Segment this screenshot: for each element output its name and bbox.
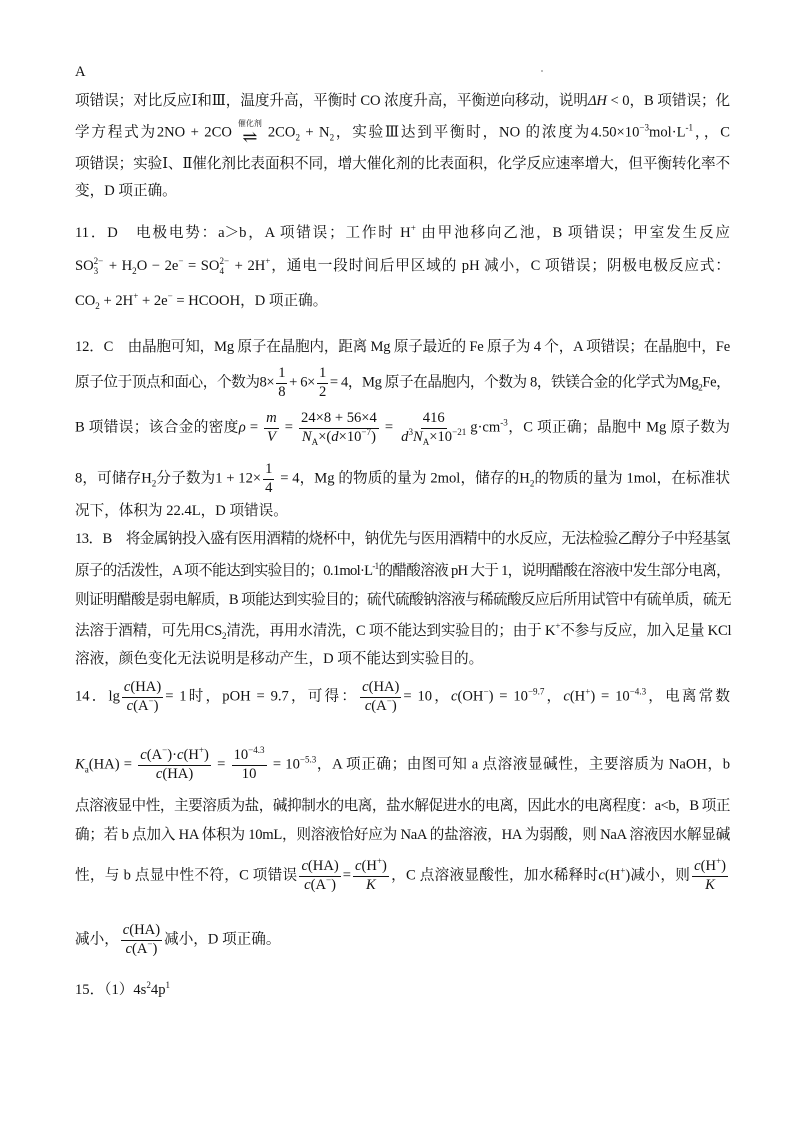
superscript: + <box>265 256 271 267</box>
text-run: = <box>212 756 230 773</box>
text-run: 学方程式为2NO + 2CO <box>75 124 232 141</box>
fraction-numerator <box>353 858 389 877</box>
superscript: −4.3 <box>629 686 647 697</box>
text-run: 1 <box>318 365 326 381</box>
fraction-numerator <box>138 747 211 766</box>
text-run: + 6× <box>289 374 315 391</box>
math-variable: d <box>401 428 409 445</box>
text-line <box>75 858 730 894</box>
text-run: 由甲池移向乙池，B 项错误；甲室发生反应 <box>415 225 730 241</box>
fraction <box>299 858 340 894</box>
fraction-denominator <box>124 938 160 959</box>
text-run: 确；若 b 点加入 HA 体积为 10mL，则溶液恰好应为 NaA 的盐溶液，HA 为弱酸，则 NaA 溶液因水解显碱 <box>75 827 730 843</box>
text-run: < 0，B 项错误；化 <box>606 93 730 109</box>
text-run: 不参与反应，加入足量 KCl <box>560 623 732 639</box>
superscript: −9.7 <box>527 686 545 697</box>
text-line <box>75 256 730 276</box>
fraction-numerator <box>421 410 447 429</box>
text-run: 11．D 电极电势：a＞b，A 项错误；工作时 H <box>75 225 411 241</box>
text-run: = <box>280 419 298 436</box>
fraction <box>353 858 389 894</box>
math-variable: K <box>366 876 376 893</box>
subscript: 3 <box>93 265 99 276</box>
superscript: + <box>198 745 204 756</box>
text-run: = HCOOH，D 项正确。 <box>172 293 328 309</box>
fraction-denominator <box>364 877 378 895</box>
text-line <box>75 561 730 581</box>
text-line <box>75 621 730 641</box>
fraction-numerator <box>317 365 328 384</box>
text-run: ，C 点溶液显酸性，加水稀释时 <box>390 867 599 884</box>
text-run: ) = 10 <box>590 688 630 705</box>
text-run: ) <box>203 747 209 763</box>
text-run: (A <box>146 747 163 763</box>
text-run: = 4，Mg 的物质的量为 2mol，储存的H <box>276 470 530 487</box>
text-line <box>75 223 730 243</box>
text-run: = 10， <box>403 688 452 705</box>
text-run: )减小，则 <box>625 867 691 884</box>
text-run: 416 <box>422 410 445 426</box>
math-variable: c <box>364 697 372 714</box>
text-line <box>75 922 730 958</box>
math-variable: K <box>705 876 715 893</box>
fraction-denominator <box>302 874 338 895</box>
text-run: 12．C 由晶胞可知，Mg 原子在晶胞内，距离 Mg 原子最近的 Fe 原子为 4 个，A 项错误；在晶胞中，Fe <box>75 339 730 355</box>
fraction <box>399 410 468 446</box>
fraction-numerator <box>122 679 163 698</box>
superscript: -3 <box>500 417 508 428</box>
text-line <box>75 796 730 816</box>
fraction <box>317 365 328 401</box>
superscript: -1 <box>372 561 379 572</box>
text-line <box>75 590 730 610</box>
fraction <box>232 747 267 783</box>
math-variable: c <box>140 747 147 763</box>
math-variable: d <box>331 428 339 445</box>
text-run: = <box>342 867 351 884</box>
text-run: ，C 项正确；晶胞中 Mg 原子数为 <box>507 419 730 436</box>
text-run: + 2e <box>138 293 168 309</box>
text-line <box>75 747 730 783</box>
fraction-denominator <box>363 695 399 716</box>
text-run: 4 <box>265 479 273 496</box>
text-run: 4p <box>150 982 166 998</box>
text-line <box>75 679 730 715</box>
text-run: 分子数为1 + 12× <box>156 470 262 487</box>
text-line <box>75 62 730 82</box>
fraction-numerator <box>299 858 340 877</box>
text-run: 13．B 将金属钠投入盛有医用酒精的烧杯中，钠优先与医用酒精中的水反应，无法检验乙醇分子中羟基氢 <box>75 531 730 547</box>
math-variable: c <box>301 858 308 874</box>
superscript: 2− <box>219 256 230 267</box>
text-run: 减小， <box>75 931 119 948</box>
catalyst-label: 催化剂 <box>237 119 262 128</box>
math-variable: c <box>304 876 311 893</box>
text-line <box>75 825 730 845</box>
superscript: + <box>555 621 561 632</box>
text-run: (H <box>569 688 586 705</box>
fraction <box>299 410 379 446</box>
superscript: − <box>147 938 153 949</box>
text-run: ) <box>391 697 397 714</box>
subscript: 2 <box>295 132 300 143</box>
superscript: 2− <box>93 256 104 267</box>
fraction-numerator <box>264 410 279 429</box>
subscript: A <box>422 436 430 447</box>
text-run: 原子的活泼性，A 项不能达到实验目的；0.1mol·L <box>75 563 373 579</box>
math-variable: c <box>125 940 132 957</box>
superscript: − <box>386 695 392 706</box>
text-run: 则证明醋酸是弱电解质，B 项能达到实验目的；硫代硫酸钠溶液与稀硫酸反应后所用试管中有硫单质，硫无 <box>75 592 731 608</box>
subscript: 2 <box>222 630 227 641</box>
subscript: 2 <box>95 300 100 311</box>
fraction <box>360 679 401 715</box>
superscript: − <box>178 256 184 267</box>
fraction-denominator <box>300 426 378 447</box>
text-line <box>75 410 730 446</box>
text-run: ) <box>153 697 159 714</box>
text-run: 的醋酸溶液 pH 大于 1，说明醋酸在溶液中发生部分电离， <box>378 563 731 579</box>
text-run: (HA) <box>162 765 194 782</box>
text-run: 性，与 b 点显中性不符，C 项错误 <box>75 867 298 884</box>
text-run: 项错误；实验Ⅰ、Ⅱ催化剂比表面积不同，增大催化剂的比表面积，化学反应速率增大，但平衡转化率不 <box>75 156 730 172</box>
subscript: a <box>84 764 89 775</box>
text-run: (A <box>310 876 327 893</box>
text-run: 10 <box>233 747 249 763</box>
superscript: − <box>483 686 489 697</box>
text-run: 24×8 + 56×4 <box>301 410 377 426</box>
text-line <box>75 365 730 401</box>
text-run: 15．（1）4s <box>75 982 147 998</box>
text-run: ，A 项正确；由图可知 a 点溶液显碱性，主要溶质为 NaOH，b <box>316 756 730 773</box>
superscript: 1 <box>165 980 171 991</box>
text-run: 2CO <box>267 124 296 141</box>
text-line <box>75 529 730 549</box>
math-variable: c <box>122 922 130 938</box>
math-variable: m <box>266 410 277 426</box>
text-run: ，实验Ⅲ达到平衡时，NO 的浓度为4.50×10 <box>334 124 640 141</box>
text-run: ×( <box>318 428 332 445</box>
text-run: (A <box>131 940 148 957</box>
superscript: −4.3 <box>248 745 265 756</box>
text-run: Fe， <box>702 374 731 391</box>
fraction-numerator <box>692 858 728 877</box>
equilibrium-arrow-icon: ⇌ <box>242 127 258 147</box>
text-run: ) <box>371 428 376 445</box>
text-line <box>75 501 730 521</box>
superscript: 3 <box>408 426 413 437</box>
text-run: 清洗，再用水清洗，C 项不能达到实验目的；由于 K <box>226 623 556 639</box>
fraction-numerator <box>360 679 401 698</box>
fraction <box>122 679 163 715</box>
text-run: + N <box>299 124 330 141</box>
math-variable: ρ <box>238 419 246 436</box>
text-run: (H <box>361 858 377 874</box>
fraction-denominator <box>276 384 287 402</box>
text-run: 点溶液显中性，主要溶质为盐，碱抑制水的电离，盐水解促进水的电离，因此水的电离程度：a<b，B 项正 <box>75 798 730 814</box>
superscript: + <box>585 686 591 697</box>
text-line <box>75 980 730 1000</box>
fraction-denominator <box>703 877 717 895</box>
superscript: + <box>410 223 416 234</box>
text-run: (H <box>604 867 621 884</box>
fraction-numerator <box>121 922 162 941</box>
fraction-denominator <box>125 695 161 716</box>
math-variable: c <box>176 747 184 763</box>
superscript: -1 <box>685 122 694 133</box>
text-run: ) <box>152 940 158 957</box>
text-run: (HA) <box>129 922 161 938</box>
catalyst-reaction-arrow <box>238 120 262 146</box>
math-variable: c <box>362 679 369 695</box>
math-variable: c <box>694 858 701 874</box>
text-line <box>75 91 730 111</box>
text-run: 8，可储存H <box>75 470 152 487</box>
text-run: 况下，体积为 22.4L，D 项错误。 <box>75 503 288 519</box>
text-run: 1 <box>278 365 286 381</box>
text-run: (A <box>133 697 149 714</box>
subscript: 2 <box>329 132 335 143</box>
ion-charge-index <box>219 257 229 276</box>
fraction-denominator <box>399 426 468 447</box>
superscript: + <box>133 291 139 302</box>
subscript: 2 <box>151 478 157 489</box>
math-variable: c <box>155 765 163 782</box>
text-run: ，通电一段时间后甲区域的 pH 减小，C 项错误；阴极电极反应式： <box>270 257 730 274</box>
text-run: ) <box>331 876 337 893</box>
text-run: = 4，Mg 原子在晶胞内，个数为 8，铁镁合金的化学式为Mg <box>329 374 699 391</box>
fraction <box>138 747 211 783</box>
text-run: (H <box>700 858 716 874</box>
text-run: = <box>380 419 398 436</box>
text-run: A <box>75 64 86 80</box>
text-run: = 10 <box>268 756 300 773</box>
superscript: 2 <box>146 980 151 991</box>
superscript: −5.3 <box>299 754 317 765</box>
text-line <box>75 120 730 146</box>
math-variable: c <box>123 679 131 695</box>
math-variable: c <box>354 858 362 874</box>
text-run: (H <box>183 747 199 763</box>
text-run: ，电离常数 <box>646 688 730 705</box>
text-run: 8 <box>278 383 286 400</box>
text-run: ，，C <box>693 124 730 141</box>
superscript: + <box>716 856 722 867</box>
math-variable: c <box>598 867 605 884</box>
text-line <box>75 461 730 497</box>
text-line <box>75 154 730 174</box>
text-run: (HA) <box>130 679 162 695</box>
fraction-numerator <box>263 461 274 480</box>
fraction-numerator <box>232 747 267 766</box>
text-run: ×10 <box>429 428 453 445</box>
text-line <box>75 181 730 201</box>
text-run: 法溶于酒精，可先用CS <box>75 623 222 639</box>
superscript: − <box>326 874 332 885</box>
text-run: O − 2e <box>136 257 179 274</box>
text-line <box>75 291 730 311</box>
fraction-denominator <box>154 766 195 784</box>
math-variable: c <box>451 688 458 705</box>
superscript: − <box>148 695 154 706</box>
math-variable: V <box>266 428 276 445</box>
text-run: ×10 <box>338 428 362 445</box>
fraction-denominator <box>263 480 274 498</box>
fraction <box>276 365 287 401</box>
text-run: + 2H <box>230 257 266 274</box>
text-run: (A <box>371 697 387 714</box>
text-run: 1 <box>265 461 273 477</box>
text-run: (HA) <box>368 679 400 695</box>
math-variable: N <box>413 428 423 445</box>
text-run: 减小，D 项正确。 <box>164 931 281 948</box>
text-run: ) = 10 <box>488 688 528 705</box>
text-run: 溶液，颜色变化无法说明是移动产生，D 项不能达到实验目的。 <box>75 651 484 667</box>
subscript: 2 <box>132 265 137 276</box>
fraction-denominator <box>240 766 259 784</box>
ion-charge-index <box>94 257 104 276</box>
fraction <box>692 858 728 894</box>
text-run: 10 <box>241 765 257 782</box>
text-run: 2 <box>318 383 326 400</box>
text-run: ) <box>721 858 726 874</box>
fraction-denominator <box>317 384 328 402</box>
fraction-denominator <box>265 429 278 447</box>
math-variable: ΔH <box>587 93 607 109</box>
fraction <box>263 461 274 497</box>
text-run: = 1时，pOH = 9.7，可得： <box>165 688 359 705</box>
superscript: + <box>376 856 382 867</box>
math-variable: c <box>126 697 134 714</box>
superscript: + <box>620 865 626 876</box>
text-run: + H <box>104 257 133 274</box>
text-run: (HA) = <box>88 756 137 773</box>
text-run: = <box>245 419 263 436</box>
superscript: − <box>167 291 173 302</box>
text-run: ， <box>544 688 564 705</box>
text-run: SO <box>75 257 94 274</box>
fraction <box>264 410 279 446</box>
subscript: 2 <box>698 382 703 393</box>
text-run: 变，D 项正确。 <box>75 183 177 199</box>
text-run: ) <box>381 858 387 874</box>
text-run: 14．lg <box>75 688 120 705</box>
text-run: CO <box>75 293 96 309</box>
math-variable: c <box>563 688 570 705</box>
text-run: 的物质的量为 1mol，在标准状 <box>534 470 731 487</box>
superscript: −3 <box>639 122 650 133</box>
text-run: g·cm <box>470 419 501 436</box>
subscript: 2 <box>529 478 535 489</box>
text-run: mol·L <box>649 124 686 141</box>
superscript: −7 <box>361 426 372 437</box>
fraction <box>121 922 162 958</box>
text-run: )· <box>167 747 177 763</box>
fraction-numerator <box>276 365 287 384</box>
text-run: (OH <box>457 688 484 705</box>
text-line <box>75 337 730 357</box>
text-run: B 项错误；该合金的密度 <box>75 419 239 436</box>
text-run: + 2H <box>99 293 134 309</box>
text-run: 原子位于顶点和面心，个数为8× <box>75 374 275 391</box>
text-run: (HA) <box>307 858 339 874</box>
math-variable: N <box>301 428 312 445</box>
text-run: 项错误；对比反应Ⅰ和Ⅲ，温度升高，平衡时 CO 浓度升高，平衡逆向移动，说明 <box>75 93 588 109</box>
text-line <box>75 649 730 669</box>
subscript: 4 <box>219 265 224 276</box>
text-run: = SO <box>183 257 220 274</box>
math-variable: K <box>75 756 85 773</box>
superscript: − <box>162 745 168 756</box>
superscript: −21 <box>452 426 467 437</box>
subscript: A <box>311 436 319 447</box>
